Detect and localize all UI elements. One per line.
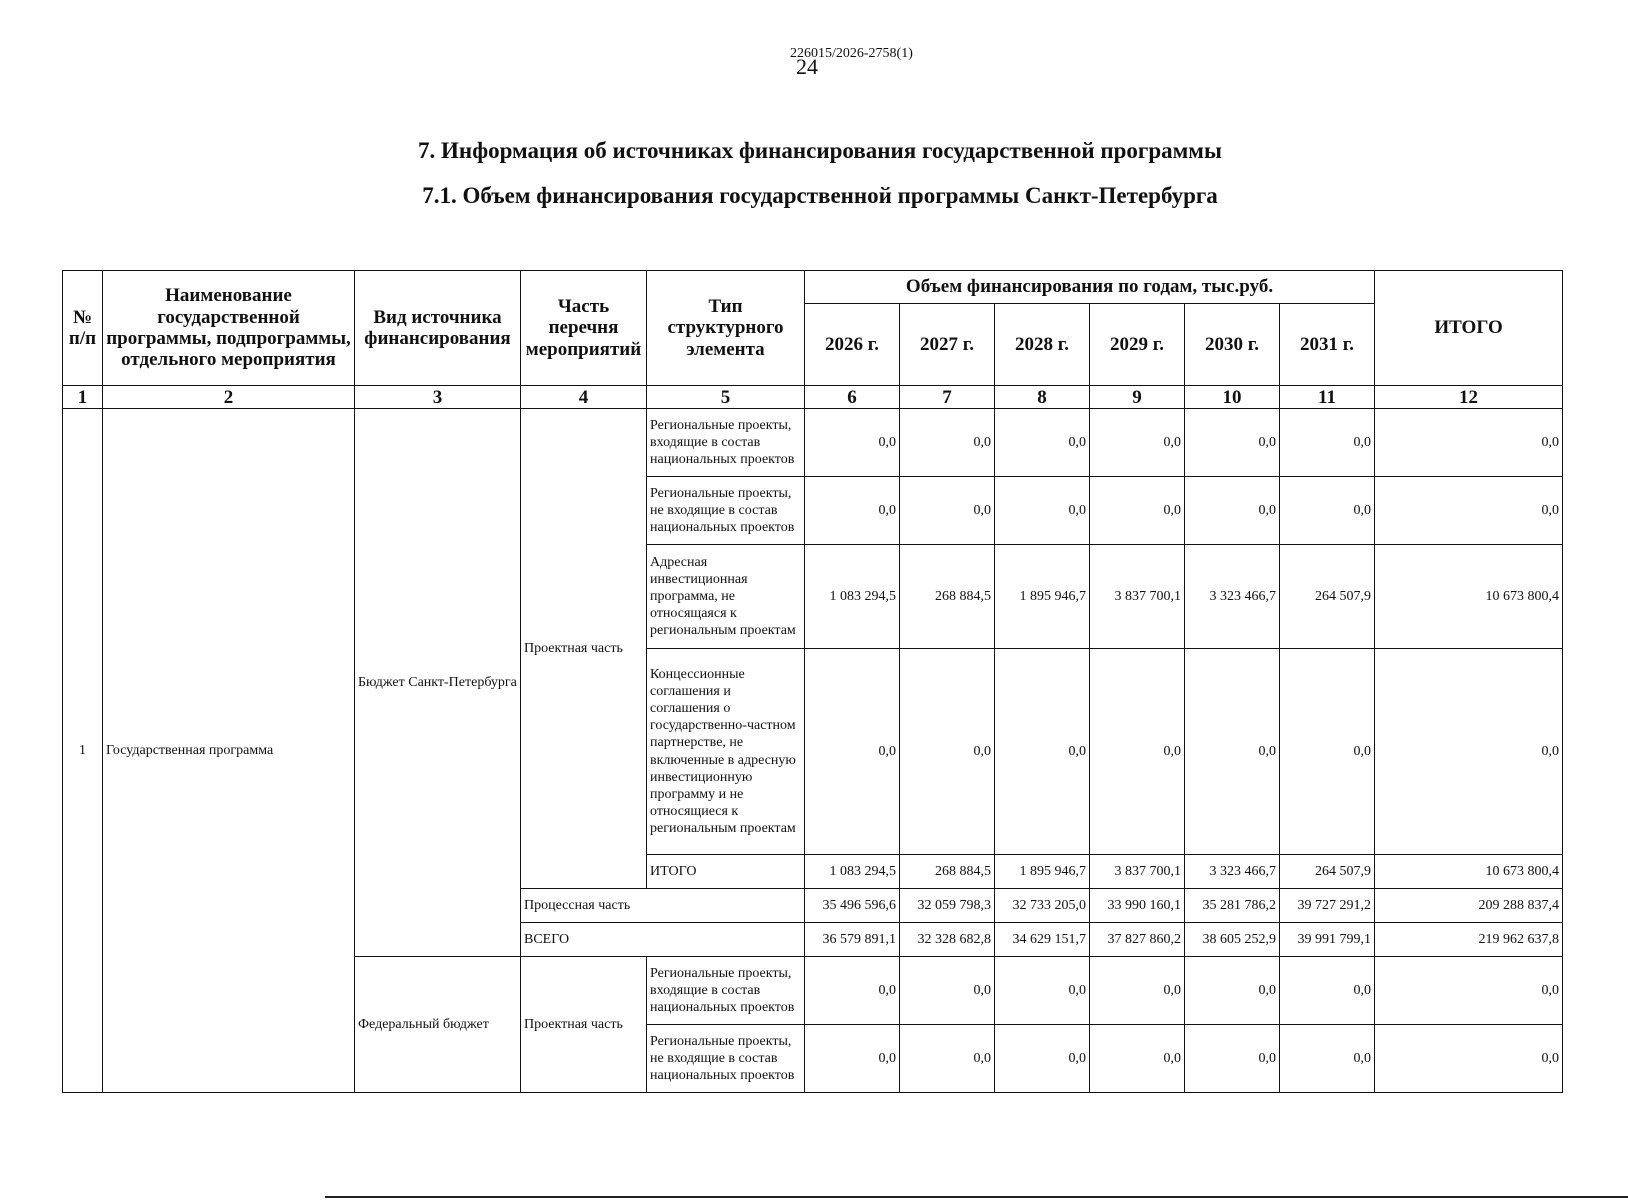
value-cell: 264 507,9 [1280,855,1375,889]
column-number: 8 [995,386,1090,409]
type-cell: ИТОГО [647,855,805,889]
value-cell: 0,0 [995,477,1090,545]
type-cell: Региональные проекты, не входящие в состав национальных проектов [647,1025,805,1093]
column-number: 5 [647,386,805,409]
value-cell: 0,0 [1090,477,1185,545]
value-cell: 0,0 [1280,477,1375,545]
header-volume: Объем финансирования по годам, тыс.руб. [805,271,1375,304]
value-cell: 0,0 [1280,409,1375,477]
value-cell: 0,0 [1280,1025,1375,1093]
column-number: 7 [900,386,995,409]
value-cell: 0,0 [1185,649,1280,855]
value-cell: 0,0 [805,649,900,855]
value-cell: 0,0 [995,1025,1090,1093]
total-cell: 219 962 637,8 [1375,923,1563,957]
value-cell: 0,0 [1280,649,1375,855]
value-cell: 0,0 [1185,957,1280,1025]
header-num: № п/п [63,271,103,386]
value-cell: 0,0 [1090,649,1185,855]
value-cell: 0,0 [805,409,900,477]
value-cell: 39 991 799,1 [1280,923,1375,957]
column-number: 4 [521,386,647,409]
value-cell: 32 328 682,8 [900,923,995,957]
value-cell: 0,0 [995,409,1090,477]
page-number: 24 [796,54,818,79]
value-cell: 3 323 466,7 [1185,855,1280,889]
value-cell: 3 837 700,1 [1090,545,1185,649]
type-cell: Адресная инвестиционная программа, не относящаяся к региональным проектам [647,545,805,649]
value-cell: 0,0 [900,1025,995,1093]
value-cell: 0,0 [1280,957,1375,1025]
header-type: Тип структурного элемента [647,271,805,386]
total-cell: 0,0 [1375,477,1563,545]
subsection-title: 7.1. Объем финансирования государственной программы Санкт-Петербурга [422,183,1218,208]
financing-table [62,270,1563,1093]
column-number: 6 [805,386,900,409]
part-all-cell: ВСЕГО [521,923,805,957]
value-cell: 264 507,9 [1280,545,1375,649]
total-cell: 0,0 [1375,409,1563,477]
header-year: 2030 г. [1185,304,1280,386]
value-cell: 37 827 860,2 [1090,923,1185,957]
header-row [63,271,1563,304]
type-cell: Региональные проекты, не входящие в состав национальных проектов [647,477,805,545]
value-cell: 32 733 205,0 [995,889,1090,923]
value-cell: 0,0 [1090,1025,1185,1093]
program-name-cell: Государственная программа [103,409,355,1093]
header-part: Часть перечня мероприятий [521,271,647,386]
row-number-cell: 1 [63,409,103,1093]
value-cell: 1 895 946,7 [995,855,1090,889]
part-process-cell: Процессная часть [521,889,805,923]
value-cell: 0,0 [805,957,900,1025]
bottom-divider [325,1196,1628,1198]
column-number: 1 [63,386,103,409]
header-year: 2028 г. [995,304,1090,386]
table-row [63,409,1563,477]
header-year: 2027 г. [900,304,995,386]
column-number: 9 [1090,386,1185,409]
value-cell: 268 884,5 [900,545,995,649]
header-year: 2031 г. [1280,304,1375,386]
type-cell: Региональные проекты, входящие в состав национальных проектов [647,957,805,1025]
column-number: 3 [355,386,521,409]
value-cell: 33 990 160,1 [1090,889,1185,923]
column-number: 11 [1280,386,1375,409]
value-cell: 35 281 786,2 [1185,889,1280,923]
section-title: 7. Информация об источниках финансирования государственной программы [418,138,1222,163]
value-cell: 0,0 [1090,957,1185,1025]
value-cell: 38 605 252,9 [1185,923,1280,957]
value-cell: 0,0 [805,477,900,545]
value-cell: 0,0 [1185,409,1280,477]
value-cell: 0,0 [900,409,995,477]
value-cell: 0,0 [1090,409,1185,477]
total-cell: 10 673 800,4 [1375,545,1563,649]
document-id: 226015/2026-2758(1) [790,46,913,61]
header-year: 2026 г. [805,304,900,386]
value-cell: 0,0 [900,957,995,1025]
value-cell: 0,0 [995,649,1090,855]
part-project-cell: Проектная часть [521,957,647,1093]
column-number: 2 [103,386,355,409]
total-cell: 209 288 837,4 [1375,889,1563,923]
value-cell: 0,0 [1185,477,1280,545]
column-number: 12 [1375,386,1563,409]
part-project-cell: Проектная часть [521,409,647,889]
value-cell: 34 629 151,7 [995,923,1090,957]
header-source: Вид источника финансирования [355,271,521,386]
value-cell: 0,0 [805,1025,900,1093]
header-total: ИТОГО [1375,271,1563,386]
value-cell: 39 727 291,2 [1280,889,1375,923]
value-cell: 32 059 798,3 [900,889,995,923]
value-cell: 3 323 466,7 [1185,545,1280,649]
source-federal-cell: Федеральный бюджет [355,957,521,1093]
value-cell: 0,0 [900,649,995,855]
value-cell: 36 579 891,1 [805,923,900,957]
source-spb-cell: Бюджет Санкт-Петербурга [355,409,521,957]
value-cell: 1 083 294,5 [805,855,900,889]
total-cell: 0,0 [1375,1025,1563,1093]
value-cell: 3 837 700,1 [1090,855,1185,889]
value-cell: 0,0 [1185,1025,1280,1093]
value-cell: 1 083 294,5 [805,545,900,649]
header-name: Наименование государственной программы, подпрограммы, отдельного мероприятия [103,271,355,386]
column-number: 10 [1185,386,1280,409]
total-cell: 0,0 [1375,649,1563,855]
value-cell: 1 895 946,7 [995,545,1090,649]
value-cell: 35 496 596,6 [805,889,900,923]
type-cell: Региональные проекты, входящие в состав национальных проектов [647,409,805,477]
total-cell: 10 673 800,4 [1375,855,1563,889]
total-cell: 0,0 [1375,957,1563,1025]
type-cell: Концессионные соглашения и соглашения о государственно-частном партнерстве, не включенные в адресную инвестиционную программу и не относящиеся к региональным проектам [647,649,805,855]
column-number-row [63,386,1563,409]
header-year: 2029 г. [1090,304,1185,386]
value-cell: 268 884,5 [900,855,995,889]
value-cell: 0,0 [995,957,1090,1025]
value-cell: 0,0 [900,477,995,545]
